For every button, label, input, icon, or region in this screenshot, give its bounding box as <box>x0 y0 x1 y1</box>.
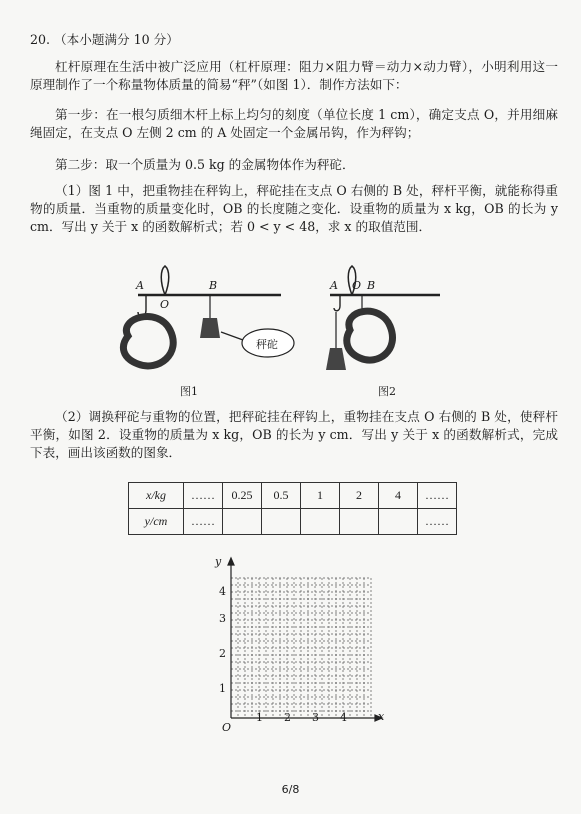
table-header-y: y/cm <box>129 509 184 535</box>
problem-part1: （1）图 1 中，把重物挂在秤钩上，秤砣挂在支点 O 右侧的 B 处，秤杆平衡，就能称得重物的质量．当重物的质量变化时，OB 的长度随之变化．设重物的质量为 x kg，OB 的长为 y cm．写出 y 关于 x 的函数解析式；若 0 < y < 48，求 x 的取值范围． <box>30 183 558 234</box>
fig1-label-a: A <box>136 279 144 292</box>
x-tick-label: 3 <box>312 711 319 724</box>
fig2-label-o: O <box>352 279 362 292</box>
grid-lines <box>231 578 371 718</box>
table-cell: 2 <box>340 483 379 509</box>
x-tick-label: 2 <box>284 711 291 724</box>
page-number: 6/8 <box>281 783 300 796</box>
table-cell: …… <box>184 509 223 535</box>
problem-intro: 杠杆原理在生活中被广泛应用（杠杆原理：阻力×阻力臂＝动力×动力臂），小明利用这一原理制作了一个称量物体质量的简易“秤”（如图 1）．制作方法如下： <box>30 59 558 92</box>
table-cell: …… <box>418 509 457 535</box>
fig1-caption: 图1 <box>180 385 198 398</box>
y-axis-label: y <box>215 555 222 568</box>
table-cell: 4 <box>379 483 418 509</box>
x-tick-label: 1 <box>256 711 263 724</box>
fig2-label-b: B <box>367 279 376 292</box>
table-cell: 0.5 <box>262 483 301 509</box>
table-cell: …… <box>418 483 457 509</box>
problem-step2: 第二步：取一个质量为 0.5 kg 的金属物体作为秤砣． <box>55 157 355 172</box>
y-tick-label: 3 <box>219 612 226 625</box>
x-tick-label: 4 <box>340 711 347 724</box>
table-cell: 0.25 <box>223 483 262 509</box>
fig2-caption: 图2 <box>378 385 396 398</box>
axes <box>228 558 385 723</box>
problem-step1: 第一步：在一根匀质细木杆上标上均匀的刻度（单位长度 1 cm），确定支点 O，并用细麻绳固定，在支点 O 左侧 2 cm 的 A 处固定一个金属吊钩，作为秤钩； <box>30 107 558 140</box>
problem-part2: （2）调换秤砣与重物的位置，把秤砣挂在秤钩上，重物挂在支点 O 右侧的 B 处，使秤杆平衡，如图 2．设重物的质量为 x kg，OB 的长为 y cm．写出 y 关于 x 的函数解析式，完成下表，画出该函数的图象． <box>30 409 558 460</box>
fig1-callout: 秤砣 <box>256 338 278 351</box>
fig1-label-o: O <box>160 298 170 311</box>
x-axis-label: x <box>378 710 385 723</box>
table-header-x: x/kg <box>129 483 184 509</box>
origin-label: O <box>222 721 232 734</box>
y-tick-label: 1 <box>219 682 226 695</box>
fig1-label-b: B <box>209 279 218 292</box>
table-cell: …… <box>184 483 223 509</box>
table-cell: 1 <box>301 483 340 509</box>
y-tick-label: 4 <box>219 585 226 598</box>
fig2-label-a: A <box>330 279 338 292</box>
problem-heading: 20. （本小题满分 10 分） <box>30 32 179 47</box>
y-tick-label: 2 <box>219 647 226 660</box>
